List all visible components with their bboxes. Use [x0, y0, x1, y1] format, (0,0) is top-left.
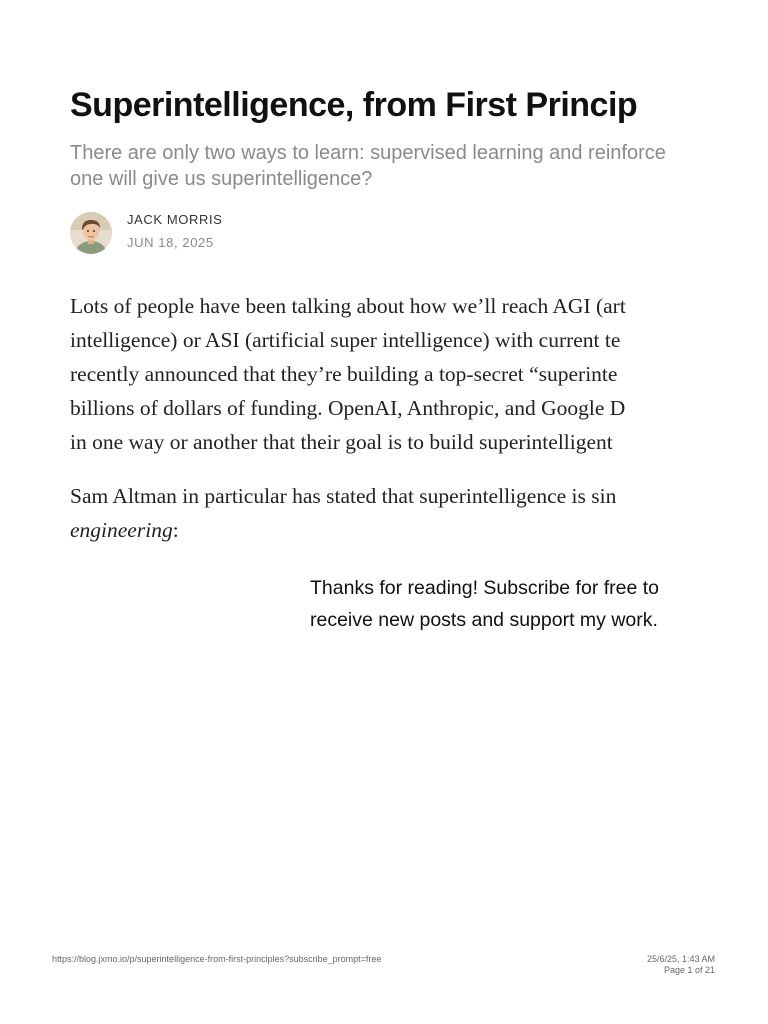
post-date: JUN 18, 2025: [127, 235, 214, 250]
paragraph-line: billions of dollars of funding. OpenAI, Anthropic, and Google D: [70, 396, 626, 420]
subtitle-line: There are only two ways to learn: supervised learning and reinforce: [70, 142, 666, 164]
print-footer-url: https://blog.jxmo.io/p/superintelligence-from-first-principles?subscribe_prompt=free: [52, 954, 382, 964]
paragraph-line: Sam Altman in particular has stated that superintelligence is sin: [70, 484, 617, 508]
subscribe-line: receive new posts and support my work.: [310, 609, 658, 631]
article: [70, 0, 698, 960]
page-number: Page 1 of 21: [663, 965, 715, 975]
print-footer-meta: [647, 954, 715, 976]
paragraph-line: [70, 513, 616, 547]
punctuation: :: [172, 518, 179, 542]
author-avatar[interactable]: [70, 212, 112, 254]
post-title: Superintelligence, from First Princip: [70, 86, 638, 124]
post-subtitle: [70, 140, 666, 192]
paragraph-line: intelligence) or ASI (artificial super intelligence) with current te: [70, 328, 621, 352]
subscribe-line: Thanks for reading! Subscribe for free to: [310, 577, 660, 599]
emphasis-text: engineering: [70, 518, 173, 542]
body-paragraph: [70, 289, 626, 459]
paragraph-line: recently announced that they’re building a top-secret “superinte: [70, 362, 618, 386]
body-paragraph: [70, 479, 616, 547]
author-name[interactable]: JACK MORRIS: [127, 212, 223, 227]
paragraph-line: in one way or another that their goal is to build superintelligent: [70, 430, 613, 454]
paragraph-line: Lots of people have been talking about how we’ll reach AGI (art: [70, 294, 626, 318]
subtitle-line: one will give us superintelligence?: [70, 168, 373, 190]
subscribe-prompt: [310, 572, 659, 636]
print-timestamp: 25/6/25, 1:43 AM: [646, 954, 715, 964]
author-photo-icon: [70, 212, 112, 254]
